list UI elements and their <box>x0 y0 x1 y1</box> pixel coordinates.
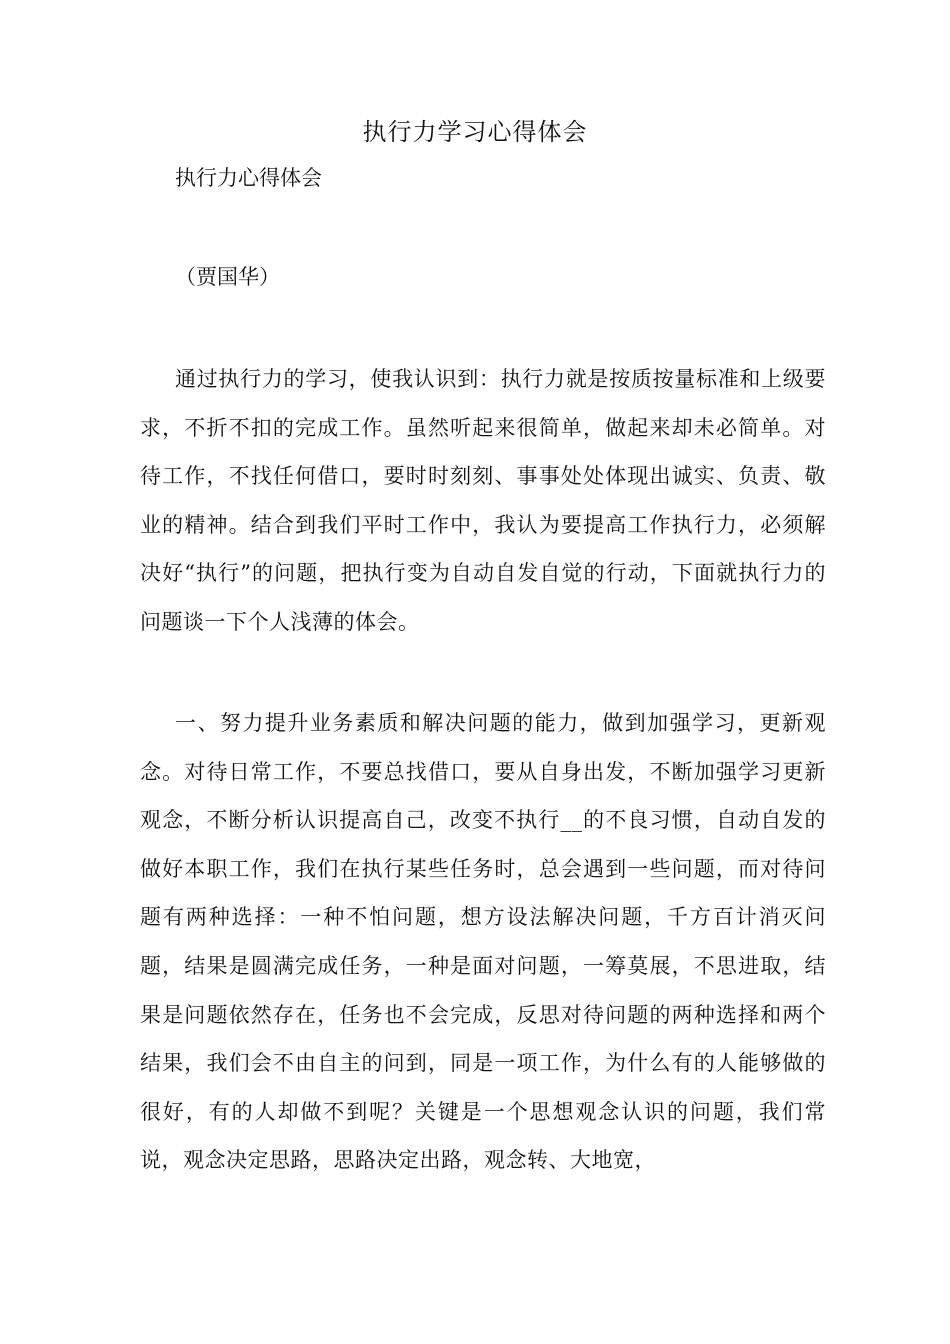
paragraph-intro: 通过执行力的学习，使我认识到：执行力就是按质按量标准和上级要求，不折不扣的完成工作。虽然听起来很简单，做起来却未必简单。对待工作，不找任何借口，要时时刻刻、事事处处体现出诚实、负责、敬业的精神。结合到我们平时工作中，我认为要提高工作执行力，必须解决好“执行”的问题，把执行变为自动自发自觉的行动，下面就执行力的问题谈一下个人浅薄的体会。 <box>140 367 826 634</box>
paragraph-section-one: 一、努力提升业务素质和解决问题的能力，做到加强学习，更新观念。对待日常工作，不要总找借口，要从自身出发，不断加强学习更新观念，不断分析认识提高自己，改变不执行__的不良习惯，自动自发的做好本职工作，我们在执行某些任务时，总会遇到一些问题，而对待问题有两种选择：一种不怕问题，想方设法解决问题，千方百计消灭问题，结果是圆满完成任务，一种是面对问题，一筹莫展，不思进取，结果是问题依然存在，任务也不会完成，反思对待问题的两种选择和两个结果，我们会不由自主的问到，同是一项工作，为什么有的人能够做的很好，有的人却做不到呢？关键是一个思想观念认识的问题，我们常说，观念决定思路，思路决定出路，观念转、大地宽， <box>140 711 826 1173</box>
document-author: （贾国华） <box>175 265 280 289</box>
document-subtitle: 执行力心得体会 <box>175 166 322 190</box>
document-title: 执行力学习心得体会 <box>362 118 588 146</box>
